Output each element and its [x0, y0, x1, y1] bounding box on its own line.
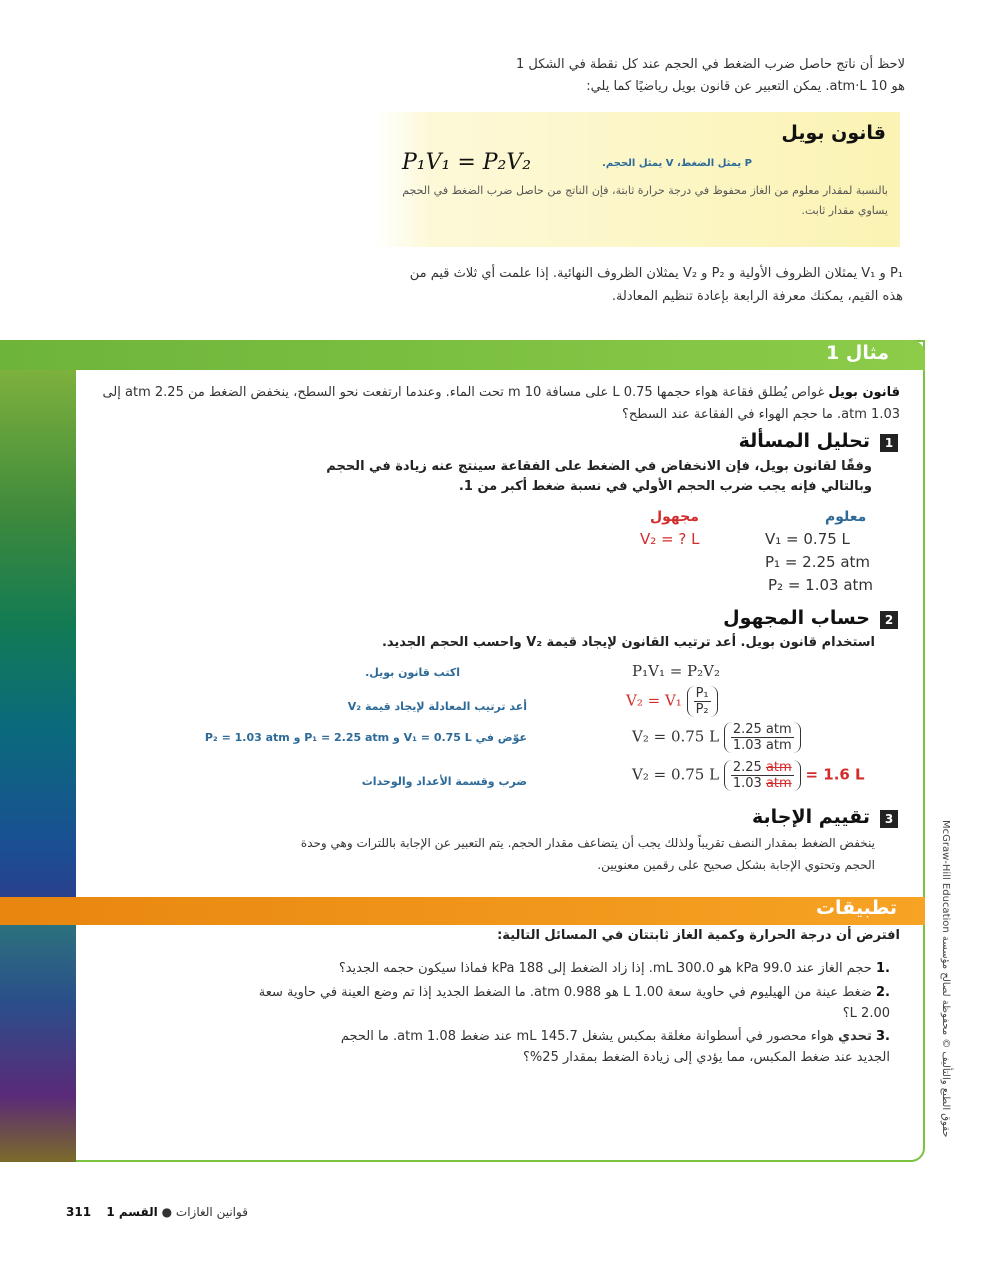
calc-eq-3 [632, 722, 801, 753]
unknown-heading: مجهول [650, 509, 699, 525]
step-3-title: تقييم الإجابة [752, 806, 870, 828]
calc-result: = 1.6 L [805, 765, 865, 784]
step-3-text: ينخفض الضغط بمقدار النصف تقريباً ولذلك يجب أن يتضاعف مقدار الحجم. يتم التعبير عن الإجابة باللترات وهي وحدة الحجم وتحتوي الإجابة بشكل صحيح على رقمين معنويين. [300, 836, 875, 872]
item-text: هواء محصور في أسطوانة مغلقة بمكبس يشغل 145.7 mL عند ضغط 1.08 atm. ما الحجم الجديد عند ضغط المكبس، مما يؤدي إلى زيادة الضغط بمقدار 25%؟ [340, 1029, 890, 1065]
conditions-paragraph: P₁ و V₁ يمثلان الظروف الأولية و P₂ و V₂ يمثلان الظروف النهائية. إذا علمت أي ثلاث قيم من هذه القيم، يمكنك معرفة الرابعة بإعادة تنظيم المعادلة. [409, 266, 903, 304]
boyle-law-description: بالنسبة لمقدار معلوم من الغاز محفوظ في درجة حرارة ثابتة، فإن الناتج من حاصل ضرب الضغط في الحجم يساوي مقدار ثابت. [402, 184, 888, 217]
calc-label-3: عوّض في V₁ = 0.75 L و P₁ = 2.25 atm و P₂ = 1.03 atm [204, 731, 527, 744]
decorative-side-strip-lower [0, 898, 76, 1162]
numerator-value: 2.25 [732, 760, 762, 775]
calc-eq-4-fraction [724, 760, 801, 791]
boyle-law-box [376, 112, 900, 247]
fraction-numerator: P₁ [695, 686, 709, 701]
calc-eq-2-lhs: V₂ = V₁ [626, 691, 682, 710]
boyle-law-title: قانون بويل [781, 122, 886, 144]
step-2-number: 2 [880, 611, 898, 629]
item-text: حجم الغاز عند 99.0 kPa هو 300.0 mL. إذا زاد الضغط إلى 188 kPa فماذا سيكون حجمه الجديد؟ [338, 961, 872, 976]
step-1-text: وفقًا لقانون بويل، فإن الانخفاض في الضغط على الفقاعة سينتج عنه زيادة في الحجم وبالتالي فإنه يجب ضرب الحجم الأولي في نسبة ضغط أكبر من 1. [326, 459, 872, 494]
item-number: .1 [876, 961, 890, 976]
calc-eq-1: P₁V₁ = P₂V₂ [632, 662, 721, 680]
step-2-title: حساب المجهول [723, 607, 870, 629]
applications-title: تطبيقات [815, 897, 897, 919]
application-item-3 [330, 1026, 890, 1068]
calc-label-2: أعد ترتيب المعادلة لإيجاد قيمة V₂ [347, 700, 527, 713]
item-number: .3 [876, 1029, 890, 1044]
denominator-value: 1.03 [732, 776, 762, 791]
example-header [0, 340, 925, 370]
step-1-title: تحليل المسألة [738, 430, 870, 452]
problem-lead: قانون بويل [828, 385, 900, 400]
example-problem [100, 382, 900, 426]
challenge-label: تحدي [838, 1029, 872, 1044]
copyright-text: حقوق الطبع والتأليف © محفوظة لصالح مؤسسة McGraw-Hill Education [940, 820, 951, 1138]
calc-eq-2 [626, 686, 718, 717]
applications-instruction: افترض أن درجة الحرارة وكمية الغاز ثابتتان في المسائل التالية: [497, 928, 900, 943]
denominator-unit-cancelled: atm [765, 776, 792, 791]
section-label: القسم 1 [106, 1205, 158, 1219]
fraction-numerator: 2.25 atm [732, 722, 792, 737]
step-3-number: 3 [880, 810, 898, 828]
known-v1: V₁ = 0.75 L [765, 530, 850, 548]
chapter-name: قوانين الغازات [175, 1205, 248, 1219]
item-number: .2 [876, 985, 890, 1000]
numerator-unit-cancelled: atm [765, 760, 792, 775]
calc-label-4: ضرب وقسمة الأعداد والوحدات [361, 775, 527, 788]
fraction-denominator: P₂ [695, 702, 709, 717]
application-item-2 [250, 982, 890, 1024]
known-heading: معلوم [825, 509, 867, 525]
fraction-denominator: 1.03 atm [732, 738, 792, 753]
calc-eq-4-lhs: V₂ = 0.75 L [632, 765, 720, 784]
item-text: ضغط عينة من الهيليوم في حاوية سعة 1.00 L هو 0.988 atm. ما الضغط الجديد إذا تم وضع العينة في حاوية سعة 2.00 L؟ [258, 985, 890, 1021]
step-1-number: 1 [880, 434, 898, 452]
footer-bullet: ● [161, 1205, 173, 1219]
applications-header [0, 897, 925, 925]
calc-label-1: اكتب قانون بويل. [365, 666, 460, 679]
calc-eq-3-lhs: V₂ = 0.75 L [632, 727, 720, 746]
known-p1: P₁ = 2.25 atm [765, 553, 871, 571]
copyright-notice [935, 820, 955, 1180]
page-number: 311 [66, 1205, 92, 1219]
intro-line-1: لاحظ أن ناتج حاصل ضرب الضغط في الحجم عند كل نقطة في الشكل 1 [516, 57, 905, 72]
unknown-v2: V₂ = ? L [640, 530, 700, 548]
calc-eq-4 [632, 760, 865, 791]
calc-eq-3-fraction [724, 722, 801, 753]
application-item-1 [250, 958, 890, 979]
intro-line-2: هو 10 atm·L. يمكن التعبير عن قانون بويل رياضيًا كما يلي: [586, 79, 905, 94]
intro-paragraph [385, 54, 905, 98]
problem-text: غواص يُطلق فقاعة هواء حجمها 0.75 L على مسافة 10 m تحت الماء. وعندما ارتفعت نحو السطح، ينخفض الضغط من 2.25 atm إلى 1.03 atm. ما حجم الهواء في الفقاعة عند السطح؟ [102, 385, 900, 422]
boyle-law-legend: P يمثل الضغط، V يمثل الحجم. [602, 158, 752, 169]
example-title: مثال 1 [826, 342, 889, 364]
known-p2: P₂ = 1.03 atm [768, 576, 874, 594]
calc-eq-2-fraction [687, 686, 718, 717]
page-footer [66, 1205, 248, 1219]
step-2-text: استخدام قانون بويل. أعد ترتيب القانون لإيجاد قيمة V₂ واحسب الحجم الجديد. [381, 635, 875, 650]
boyle-law-equation: P₁V₁ = P₂V₂ [402, 150, 532, 175]
